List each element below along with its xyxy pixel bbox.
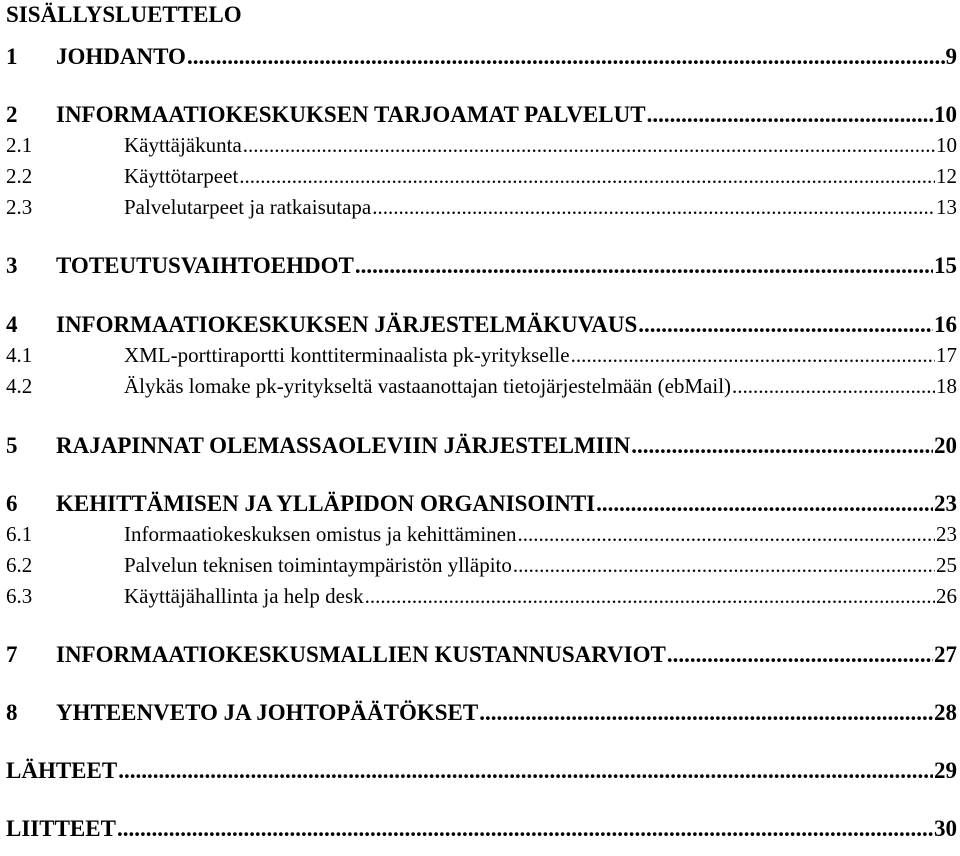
toc-entry-number-text: 6	[6, 491, 18, 516]
toc-entry-number-text: 7	[6, 642, 18, 667]
toc-entry-title: Älykäs lomake pk-yritykseltä vastaanottajan tietojärjestelmään (ebMail)	[124, 374, 732, 398]
toc-dot-leader	[365, 581, 935, 611]
toc-entry-number	[6, 698, 56, 728]
toc-entry-title: INFORMAATIOKESKUKSEN TARJOAMAT PALVELUT	[56, 102, 646, 127]
toc-entry-page-number: 25	[936, 553, 957, 577]
toc-entry[interactable]	[6, 310, 957, 340]
toc-entry-title: LIITTEET	[6, 816, 116, 841]
toc-entry-number-text: 1	[6, 44, 18, 69]
toc-entry-title: INFORMAATIOKESKUSMALLIEN KUSTANNUSARVIOT	[56, 642, 666, 667]
toc-entry-number	[6, 310, 56, 340]
toc-entry-page-number: 12	[936, 164, 957, 188]
toc-entry-number	[6, 431, 56, 461]
toc-entry[interactable]	[6, 251, 957, 281]
toc-dot-leader	[118, 756, 933, 786]
toc-entry-number-text: 4	[6, 312, 18, 337]
toc-entry-number-text: 6.1	[6, 522, 33, 546]
toc-entry-title: INFORMAATIOKESKUKSEN JÄRJESTELMÄKUVAUS	[56, 312, 638, 337]
toc-entry-number-text: 5	[6, 433, 18, 458]
toc-entry-page-number: 23	[934, 491, 957, 516]
toc-dot-leader	[571, 340, 935, 370]
toc-entry[interactable]	[6, 371, 957, 401]
toc-entry-title: Käyttäjäkunta	[124, 133, 242, 157]
toc-entry-number-text: 2.1	[6, 133, 33, 157]
toc-dot-leader	[479, 698, 933, 728]
page-title: SISÄLLYSLUETTELO	[6, 2, 242, 27]
toc-entry-number	[6, 42, 56, 72]
toc-entry[interactable]	[6, 581, 957, 611]
toc-entry[interactable]	[6, 698, 957, 728]
toc-entry[interactable]	[6, 814, 957, 844]
toc-entry-title: Palvelutarpeet ja ratkaisutapa	[124, 195, 372, 219]
toc-entry-page-number: 28	[934, 700, 957, 725]
toc-entry-page-number: 9	[945, 44, 957, 69]
toc-dot-leader	[631, 431, 933, 461]
toc-entry[interactable]	[6, 130, 957, 160]
toc-entry-page-number: 23	[936, 522, 957, 546]
toc-entry-number-text: 6.2	[6, 553, 33, 577]
toc-entry[interactable]	[6, 519, 957, 549]
toc-entry[interactable]	[6, 550, 957, 580]
toc-entry-number-text: 3	[6, 253, 18, 278]
toc-entry-title: JOHDANTO	[56, 44, 186, 69]
toc-entry-title: LÄHTEET	[6, 758, 118, 783]
toc-entry-number-text: 2	[6, 102, 18, 127]
toc-entry-page-number: 10	[934, 102, 957, 127]
toc-entry-page-number: 30	[934, 816, 957, 841]
toc-entry-number-text: 8	[6, 700, 18, 725]
toc-entry-page-number: 13	[936, 195, 957, 219]
toc-dot-leader	[667, 640, 933, 670]
toc-entry-title: XML-porttiraportti konttiterminaalista pk-yritykselle	[124, 343, 570, 367]
toc-entry-page-number: 16	[934, 312, 957, 337]
toc-entry[interactable]	[6, 161, 957, 191]
toc-entry[interactable]	[6, 340, 957, 370]
toc-entry-number	[6, 489, 56, 519]
toc-entry-title: Käyttäjähallinta ja help desk	[124, 584, 364, 608]
toc-entry[interactable]	[6, 489, 957, 519]
toc-dot-leader	[239, 161, 935, 191]
toc-entry-number	[6, 100, 56, 130]
toc-dot-leader	[372, 192, 935, 222]
toc-entry-number-text: 4.2	[6, 374, 33, 398]
toc-dot-leader	[732, 371, 935, 401]
toc-entry-page-number: 15	[934, 253, 957, 278]
toc-entry-page-number: 17	[936, 343, 957, 367]
toc-entry[interactable]	[6, 431, 957, 461]
toc-entry-number-text: 2.2	[6, 164, 33, 188]
toc-entry-number	[6, 251, 56, 281]
toc-entry-title: Palvelun teknisen toimintaympäristön ylläpito	[124, 553, 512, 577]
toc-entry-number-text: 2.3	[6, 195, 33, 219]
toc-entry-page-number: 18	[936, 374, 957, 398]
toc-entry-page-number: 10	[936, 133, 957, 157]
toc-entry-title: TOTEUTUSVAIHTOEHDOT	[56, 253, 354, 278]
toc-dot-leader	[638, 310, 933, 340]
toc-dot-leader	[647, 100, 933, 130]
toc-entry[interactable]	[6, 756, 957, 786]
toc-entry[interactable]	[6, 640, 957, 670]
toc-entry-page-number: 27	[934, 642, 957, 667]
toc-entry-title: KEHITTÄMISEN JA YLLÄPIDON ORGANISOINTI	[56, 491, 596, 516]
toc-entry[interactable]	[6, 42, 957, 72]
toc-dot-leader	[117, 814, 933, 844]
toc-entry-number-text: 4.1	[6, 343, 33, 367]
toc-entry-page-number: 20	[934, 433, 957, 458]
toc-entry-title: Käyttötarpeet	[124, 164, 239, 188]
toc-entry[interactable]	[6, 192, 957, 222]
toc-dot-leader	[355, 251, 933, 281]
toc-dot-leader	[518, 519, 936, 549]
toc-entry-number	[6, 640, 56, 670]
toc-dot-leader	[596, 489, 933, 519]
toc-entry-page-number: 29	[934, 758, 957, 783]
toc-entry-title: Informaatiokeskuksen omistus ja kehittäminen	[124, 522, 517, 546]
toc-dot-leader	[513, 550, 935, 580]
toc-entry[interactable]	[6, 100, 957, 130]
toc-entry-title: RAJAPINNAT OLEMASSAOLEVIIN JÄRJESTELMIIN	[56, 433, 631, 458]
toc-dot-leader	[187, 42, 945, 72]
toc-entry-title: YHTEENVETO JA JOHTOPÄÄTÖKSET	[56, 700, 479, 725]
toc-entry-page-number: 26	[936, 584, 957, 608]
toc-entry-number-text: 6.3	[6, 584, 33, 608]
toc-dot-leader	[243, 130, 935, 160]
